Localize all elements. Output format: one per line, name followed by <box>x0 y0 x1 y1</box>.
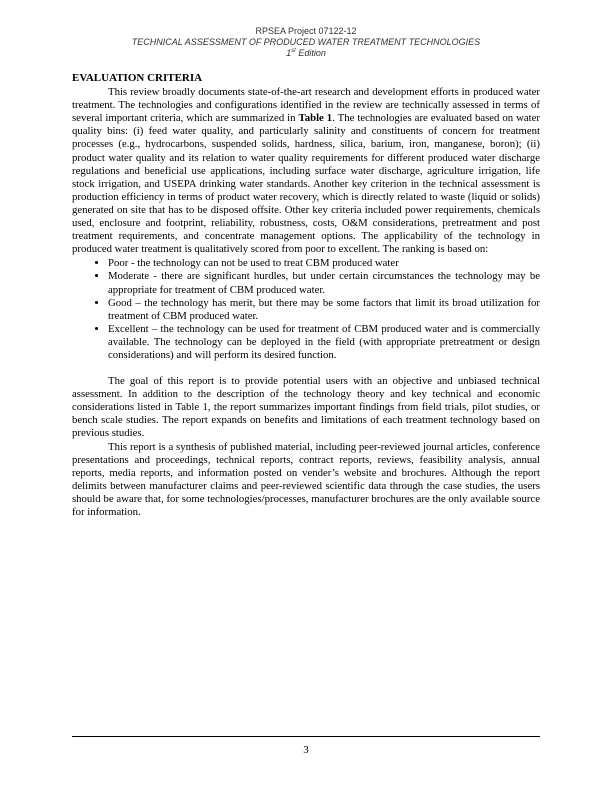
intro-paragraph <box>72 86 540 256</box>
ranking-list <box>72 257 540 362</box>
paragraph-gap <box>72 362 540 375</box>
ranking-item-moderate: • Moderate - there are significant hurdles, but under certain circumstances the technology may be appropriate for treatment of CBM produced water. <box>108 270 540 296</box>
header-title: TECHNICAL ASSESSMENT OF PRODUCED WATER TREATMENT TECHNOLOGIES <box>131 37 481 47</box>
ranking-item-excellent: • Excellent – the technology can be used for treatment of CBM produced water and is commercially available. The technology can be deployed in the field (with appropriate pretreatment or design considerations) and will perform its desired function. <box>108 323 540 362</box>
intro-text-pre: This review broadly documents state-of-the-art research and development efforts in produced water treatment. The technologies and configurations identified in the review are technically assessed in terms of several important criteria, which are summarized in <box>72 86 540 125</box>
intro-text-post: . The technologies are evaluated based on water quality bins: (i) feed water quality, and particularly salinity and constituents of concern for treatment processes (e.g., hydrocarbons, suspended solids, hardness, silica, barium, iron, manganese, boron); (ii) product water quality and its relation to water quality requirements for different produced water discharge regulations and beneficial use applications, including surface water discharge, agriculture irrigation, life stock irrigation, and USEPA drinking water standards. Another key criterion in the technical assessment is production efficiency in terms of product water recovery, which is directly related to waste (liquid or solids) generated on site that has to be disposed offsite. Other key criteria included power requirements, chemicals used, enclosure and footprint, reliability, robustness, costs, O&M considerations, pretreatment and post treatment requirements, and concentrate management options. The applicability of the technology in produced water treatment is qualitatively scored from poor to excellent. The ranking is based on: <box>72 112 541 256</box>
edition-number: 1 <box>286 48 292 58</box>
synthesis-paragraph: This report is a synthesis of published material, including peer-reviewed journal articles, conference presentations and proceedings, technical reports, contract reports, reviews, feasibility analysis, annual reports, media reports, and information posted on vender’s website and brochures. Although the report delimits between manufacturer claims and peer-reviewed scientific data through the case studies, the users should be aware that, for some technologies/processes, manufacturer brochures are the only available source for information. <box>72 440 540 518</box>
edition-label: Edition <box>295 48 326 58</box>
section-heading: EVALUATION CRITERIA <box>72 72 203 84</box>
page-number: 3 <box>303 744 309 756</box>
header-project: RPSEA Project 07122-12 <box>255 26 357 36</box>
table-reference: Table 1 <box>298 112 333 125</box>
header-edition <box>0 48 612 59</box>
running-header <box>0 26 612 59</box>
footer-rule <box>72 736 540 737</box>
ranking-item-poor: • Poor - the technology can not be used to treat CBM produced water <box>108 257 540 270</box>
edition-suffix: st <box>291 48 296 54</box>
body-content <box>72 72 540 519</box>
ranking-item-good: • Good – the technology has merit, but there may be some factors that limit its broad utilization for treatment of CBM produced water. <box>108 297 540 323</box>
goal-paragraph: The goal of this report is to provide potential users with an objective and unbiased technical assessment. In addition to the description of the technology theory and key technical and economic considerations listed in Table 1, the report summarizes important findings from field trials, pilot studies, or bench scale studies. The report expands on benefits and limitations of each treatment technology based on previous studies. <box>72 375 540 440</box>
